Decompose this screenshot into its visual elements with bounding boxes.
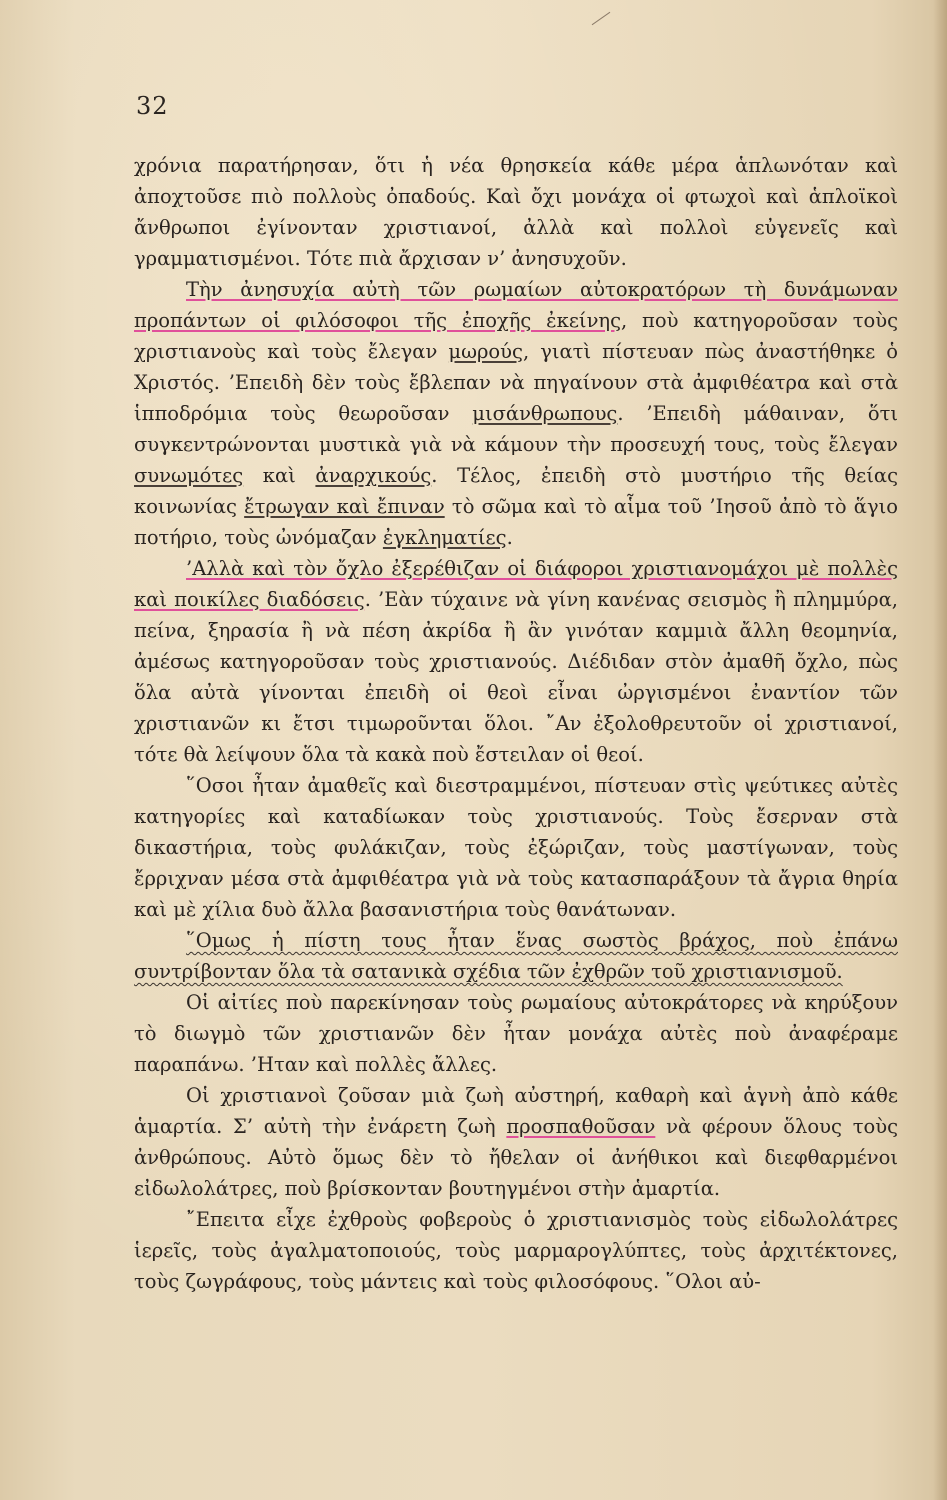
paragraph (134, 553, 898, 770)
text-segment: . ’Εὰν τύχαινε νὰ γίνη κανένας σεισμὸς ἢ πλημμύρα, πείνα, ξηρασία ἢ νὰ πέση ἀκρίδα ἢ ἂν γινόταν καμμιὰ ἄλλη θεομηνία, ἀμέσως κατηγοροῦσαν τοὺς χριστιανούς. Διέδιδαν στὸν ἀμαθῆ ὄχλο, πὼς ὅλα αὐτὰ γίνονται ἐπειδὴ οἱ θεοὶ εἶναι ὠργισμένοι ἐναντίον τῶν χριστιανῶν κι ἔτσι τιμωροῦνται ὅλοι. ῎Αν ἐξολοθρευτοῦν οἱ χριστιανοί, τότε θὰ λείψουν ὅλα τὰ κακὰ ποὺ ἔστειλαν οἱ θεοί. (134, 588, 898, 766)
text-segment: Οἱ χριστιανοὶ ζοῦσαν μιὰ ζωὴ αὐστηρή, καθαρὴ καὶ ἁγνὴ ἀπὸ κάθε ἁμαρτία. Σ’ αὐτὴ τὴν ἐνάρετη ζωὴ (134, 1084, 898, 1138)
highlighted-text: ἔτρωγαν καὶ ἔπιναν (244, 495, 445, 518)
highlighted-text: συνωμότες (134, 464, 244, 487)
paragraph (134, 274, 898, 553)
highlighted-text: ῞Ομως ἡ πίστη τους ἦταν ἕνας σωστὸς βράχος, ποὺ ἐπάνω συντρίβονταν ὅλα τὰ σατανικὰ σχέδια τῶν ἐχθρῶν τοῦ χριστιανισμοῦ. (134, 929, 898, 983)
text-segment: Οἱ αἰτίες ποὺ παρεκίνησαν τοὺς ρωμαίους αὐτοκράτορες νὰ κηρύξουν τὸ διωγμὸ τῶν χριστιανῶν δὲν ἦταν μονάχα αὐτὲς ποὺ ἀναφέραμε παραπάνω. ’Ηταν καὶ πολλὲς ἄλλες. (134, 991, 898, 1076)
highlighted-text: προσπαθοῦσαν (506, 1115, 656, 1138)
text-segment: καὶ (243, 464, 316, 487)
paragraph (134, 1204, 898, 1297)
highlighted-text: προπάντων οἱ φιλόσοφοι τῆς ἐποχῆς ἐκείνης (134, 309, 622, 332)
text-segment: ῞Οσοι ἦταν ἀμαθεῖς καὶ διεστραμμένοι, πίστευαν στὶς ψεύτικες αὐτὲς κατηγορίες καὶ καταδίωκαν τοὺς χριστιανούς. Τοὺς ἔσερναν στὰ δικαστήρια, τοὺς φυλάκιζαν, τοὺς ἐξώριζαν, τοὺς μαστίγωναν, τοὺς ἔρριχναν μέσα στὰ ἀμφιθέατρα γιὰ νὰ τοὺς κατασπαράξουν τὰ ἄγρια θηρία καὶ μὲ χίλια δυὸ ἄλλα βασανιστήρια τοὺς θανάτωναν. (134, 774, 898, 921)
page-number: 32 (136, 92, 169, 120)
text-body (134, 150, 898, 1297)
text-segment: , ποὺ κατηγοροῦσαν τοὺς χριστιανοὺς καὶ τοὺς ἔλεγαν (134, 309, 898, 363)
text-segment: τὸ σῶμα καὶ τὸ αἷμα τοῦ ’Ιησοῦ ἀπὸ τὸ ἅγιο ποτήριο, τοὺς ὠνόμαζαν (134, 495, 898, 549)
paragraph (134, 770, 898, 925)
text-segment: . ’Επειδὴ μάθαιναν, ὅτι συγκεντρώνονται μυστικὰ γιὰ νὰ κάμουν τὴν προσευχή τους, τοὺς ἔλεγαν (134, 402, 898, 456)
paragraph (134, 987, 898, 1080)
highlighted-text: Τὴν ἀνησυχία αὐτὴ τῶν ρωμαίων αὐτοκρατόρων τὴ δυνάμωναν (186, 278, 898, 301)
highlighted-text: ἀναρχικούς (315, 464, 432, 487)
highlighted-text: μωρούς (448, 340, 523, 363)
text-segment: νὰ φέρουν ὅλους τοὺς ἀνθρώπους. Αὐτὸ ὅμως δὲν τὸ ἤθελαν οἱ ἀνήθικοι καὶ διεφθαρμένοι εἰδωλολάτρες, ποὺ βρίσκονταν βουτηγμένοι στὴν ἁμαρτία. (134, 1115, 898, 1200)
text-segment: . (506, 526, 513, 549)
paragraph (134, 1080, 898, 1204)
pen-mark (592, 12, 611, 25)
text-segment: , γιατὶ πίστευαν πὼς ἀναστήθηκε ὁ Χριστός. ’Επειδὴ δὲν τοὺς ἔβλεπαν νὰ πηγαίνουν στὰ ἀμφιθέατρα καὶ στὰ ἱπποδρόμια τοὺς θεωροῦσαν (134, 340, 898, 425)
text-segment: χρόνια παρατήρησαν, ὅτι ἡ νέα θρησκεία κάθε μέρα ἁπλωνόταν καὶ ἀποχτοῦσε πιὸ πολλοὺς ὀπαδούς. Καὶ ὄχι μονάχα οἱ φτωχοὶ καὶ ἁπλοϊκοὶ ἄνθρωποι ἐγίνονταν χριστιανοί, ἀλλὰ καὶ πολλοὶ εὐγενεῖς καὶ γραμματισμένοι. Τότε πιὰ ἄρχισαν ν’ ἀνησυχοῦν. (134, 154, 898, 270)
text-segment: ῎Επειτα εἶχε ἐχθροὺς φοβεροὺς ὁ χριστιανισμὸς τοὺς εἰδωλολάτρες ἱερεῖς, τοὺς ἀγαλματοποιούς, τοὺς μαρμαρογλύπτες, τοὺς ἀρχιτέκτονες, τοὺς ζωγράφους, τοὺς μάντεις καὶ τοὺς φιλοσόφους. ῞Ολοι αὐ- (134, 1208, 898, 1293)
paragraph (134, 925, 898, 987)
highlighted-text: μισάνθρωπους (472, 402, 618, 425)
highlighted-text: ’Αλλὰ καὶ τὸν ὄχλο ἐξερέθιζαν οἱ διάφοροι χριστιανομάχοι μὲ πολλὲς καὶ ποικίλες διαδόσεις (134, 557, 898, 611)
paragraph (134, 150, 898, 274)
highlighted-text: ἐγκληματίες (382, 526, 507, 549)
text-segment: . Τέλος, ἐπειδὴ στὸ μυστήριο τῆς θείας κοινωνίας (134, 464, 898, 518)
